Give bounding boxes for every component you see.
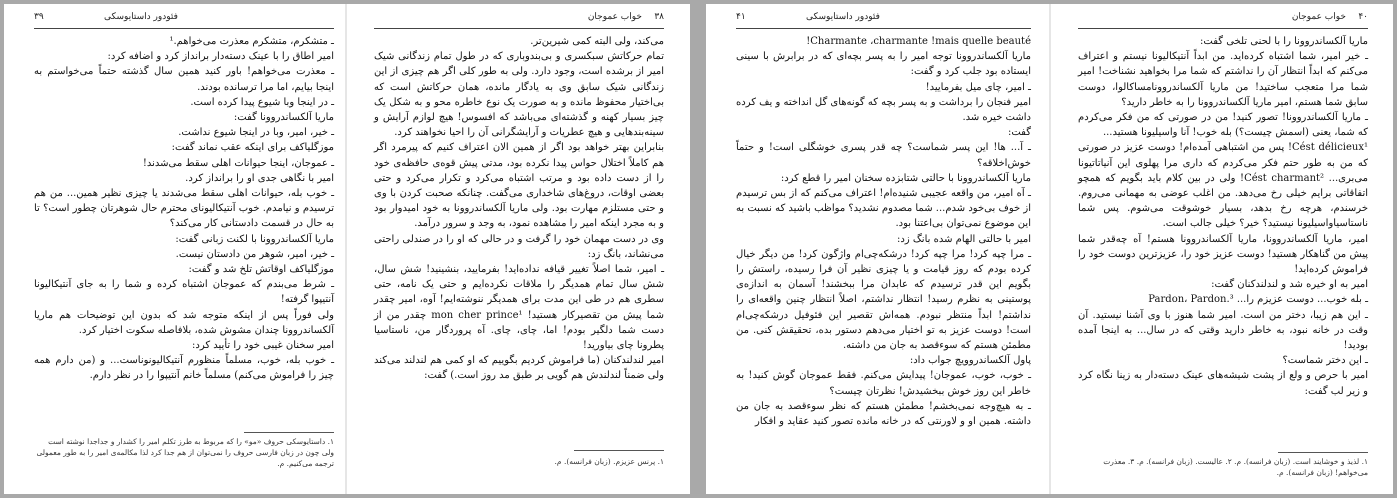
page-header xyxy=(34,12,334,26)
footnote-rule xyxy=(244,432,334,433)
page-text-column xyxy=(1078,34,1368,399)
page-text-column xyxy=(374,34,664,384)
paragraph: ـ این هم زیبا، دختر من است. امیر شما هنوز با وی آشنا نیستید. آن وقت در خانه نبود، به خاطر دارید وقتی که در سال... به اینجا آمده بودید! xyxy=(1078,309,1368,352)
paragraph: امیر با حالتی الهام شده بانگ زد: xyxy=(897,233,1031,245)
page-header xyxy=(374,12,664,26)
paragraph: ـ خیر، امیر، شوهر من دادستان نیست. xyxy=(175,248,334,260)
paragraph: ـ خیر امیر، شما اشتباه کرده‌اید. من ابداً آنتیکالیونا نیستم و اعتراف می‌کنم که ابداً انتظار آن را نداشتم که شما مرا بخواهید نشناخت! امیر شما مرا متعجب ساختید! من ماریا آلکساندروونامساکالوا، دوست سابق شما هستم، امیر ماریا آلکساندروونا را به خاطر دارید؟ xyxy=(1078,51,1368,108)
paragraph: موزگلیاکف اوقاتش تلخ شد و گفت: xyxy=(188,264,334,276)
spread-gutter xyxy=(1049,4,1051,494)
page-header-number: ۴۱ xyxy=(736,12,746,22)
paragraph: امیر به او خیره شد و لندلندکنان گفت: xyxy=(1211,279,1368,291)
footnote: ۱. پرنس عزیزم. (زبان فرانسه). م. xyxy=(554,457,664,466)
paragraph: ـ امیر، چای میل بفرمایید! xyxy=(925,81,1031,93)
page-header xyxy=(736,12,1031,26)
spread-gutter xyxy=(345,4,347,494)
paragraph: ـ خوب، خوب، عموجان! پیدایش می‌کنم. فقط عموجان گوش کنید! به خاطر این روز خوش ببخشیدش! نظرتان چیست؟ xyxy=(736,370,1031,397)
page-text-column xyxy=(736,34,1031,429)
paragraph: ـ خوب بله، خوب، مسلماً منظورم آنتیکالیونوناست... و (من دارم همه چیز را فراموش می‌کنم) مسلماً خانم آنتیپوا را در نظر دارم. xyxy=(34,355,334,382)
paragraph: امیر اطاق را با عینک دسته‌دار برانداز کرد و اضافه کرد: xyxy=(107,51,334,63)
paragraph: می‌کند، ولی البته کمی شیرین‌تر. xyxy=(530,36,664,47)
paragraph: ـ متشکرم، متشکرم معذرت می‌خواهم.¹ xyxy=(169,36,334,47)
page-text-column xyxy=(34,34,334,384)
paragraph: Charmante ،charmante !mais quelle beauté! xyxy=(806,36,1031,47)
footnote: ۱. داستایوسکی حروف «مو» را که مربوط به طرز تکلم امیر را کشدار و جداجدا نوشته است ولی چون در زبان فارسی حروف را نمی‌توان از هم جدا کرد لذا مکالمه‌ی امیر را به طور معمولی ترجمه می‌کنیم. م. xyxy=(36,437,334,468)
page-header-title: خواب عموجان xyxy=(587,12,642,22)
paragraph: ماریا آلکساندروونا توجه امیر را به پسر بچه‌ای که در برابرش با سینی ایستاده بود جلب کرد و گفت: xyxy=(736,51,1031,78)
page-header-number: ۳۹ xyxy=(34,12,44,22)
page-header-number: ۳۸ xyxy=(654,12,664,22)
paragraph: امیر فنجان را برداشت و به پسر بچه که گونه‌های گل انداخته و یف کرده داشت خیره شد. xyxy=(736,96,1031,124)
paragraph: ـ به هیچ‌وجه نمی‌بخشم! مطمئن هستم که نظر سوءقصد به جان من داشته. همین او و لاورنتی که در خانه مانده تصور کنید عقاید و افکار xyxy=(736,400,1031,428)
header-rule xyxy=(1078,28,1368,29)
page-header-title: فئودور داستایوسکی xyxy=(104,12,178,22)
paragraph: بنابراین بهتر خواهد بود اگر از همین الان اعتراف کنیم که پیرمرد اگر هم کاملاً اختلال حواس پیدا نکرده بود، مدتی پیش قوه‌ی حافظه‌ی خود را از دست داده بود و مرتب اشتباه می‌کرد و تکرار می‌کرد و حتی بعضی اوقات، دروغ‌های شاخداری می‌گفت. چنانکه صحبت کردن با وی و حتی مستلزم مهارت بود. ولی ماریا آلکساندروونا به خود امیدوار بود و به مجرد اینکه امیر را مشاهده نمود، به وجد و سرور درآمد. xyxy=(374,142,664,230)
paragraph: ـ این دختر شماست؟ xyxy=(1282,355,1368,367)
page-header-number: ۴۰ xyxy=(1358,12,1368,22)
book-spread-right xyxy=(706,4,1393,494)
paragraph: امیر با نگاهی جدی او را برانداز کرد. xyxy=(185,172,334,184)
paragraph: ـ در اینجا وبا شیوع پیدا کرده است. xyxy=(190,96,334,108)
page-header-title: خواب عموجان xyxy=(1291,12,1346,22)
paragraph: ـ ماریا آلکساندروونا! تصور کنید! من در صورتی که من فکر می‌کردم که شما، یعنی (اسمش چیست؟) بله خوب! آنا واسیلیونا هستید... xyxy=(1078,112,1368,139)
page-header xyxy=(1078,12,1368,26)
paragraph: پاول آلکساندروویچ جواب داد: xyxy=(909,355,1031,367)
header-rule xyxy=(34,28,334,29)
footnote-rule xyxy=(574,450,664,451)
paragraph: ـ شرط می‌بندم که عموجان اشتباه کرده و شما را به جای آنتیکالیونا آنتیپوا گرفته! xyxy=(34,279,334,306)
paragraph: ـ آ... ها! این پسر شماست؟ چه قدر پسری خوشگلی است! و حتماً خوش‌اخلاقه؟ xyxy=(736,142,1031,169)
paragraph: ماریا آلکساندروونا گفت: xyxy=(233,112,334,124)
paragraph: موزگلیاکف برای اینکه عقب نماند گفت: xyxy=(171,142,334,154)
paragraph: ـ آه امیر، من واقعه عجیبی شنیده‌ام! اعتراف می‌کنم که از بس ترسیدم از خوف بی‌خود شدم... شما مصدوم نشدید؟ مواظب باشید که نسبت به این موضوع نمی‌توان بی‌اعتنا بود. xyxy=(736,188,1031,230)
paragraph: Cést délicieux¹! پس من اشتباهی آمده‌ام! دوست عزیز در صورتی که من به طور حتم فکر می‌کردم که داری مرا پهلوی این آنیاتاتیونا می‌بری... Cést charmant²! ولی در بین کلام باید بگویم که همچو اتفاقاتی برایم خیلی رخ می‌دهد. من اغلب عوضی به مهمانی می‌روم. خرسندم، هرچه رخ بدهد، بسیار خوشوقت می‌شوم. پس شما ناستاسیاواسیلیونا نیستید؟ خیر؟ خیلی جالب است. xyxy=(1078,142,1369,230)
paragraph: امیر سخنان غیبی خود را تأیید کرد: xyxy=(192,340,334,352)
header-rule xyxy=(736,28,1031,29)
paragraph: ـ خیر، امیر، وبا در اینجا شیوع نداشت. xyxy=(178,127,334,139)
paragraph: ـ مرا چپه کرد! مرا چپه کرد! درشکه‌چی‌ام واژگون کرد! من دیگر خیال کرده بودم که روز قیامت و یا چیزی نظیر آن فرا رسیده، راستش را بگویم این قدر ترسیدم که عابدان مرا ببخشند! آسمان به اندازه‌ی پوستینی به نظرم رسید! انتظار نداشتم، اصلاً انتظار چنین واقعه‌ای را نداشتم! ابداً منتظر نبودم. همه‌اش تقصیر این فئوفیل درشکه‌چی‌ام است! دوست عزیز به تو اختیار می‌دهم دستور بده، تحقیقش کنی. من مطمئن هستم که سوءقصد به جان من داشته. xyxy=(736,248,1031,352)
paragraph: ـ بله خوب... دوست عزیزم را... Pardon، Pardon.³ xyxy=(1148,294,1368,306)
header-rule xyxy=(374,28,664,29)
paragraph: ماریا آلکساندروونا با لکنت زبانی گفت: xyxy=(175,233,334,245)
paragraph: تمام حرکاتش سبکسری و بی‌بندوباری که در طول تمام زندگانی شیک امیر از برشده است، وجود دارد. ولی به طور کلی اگر هم چیزی از این زندگانی شیک سابق وی به یادگار مانده، همان حرکاتش است که بی‌اختیار محفوظ مانده و به صورت یک نوع خاطره محو و به شکل یک چیز بسیار کهنه و گذشته‌ای می‌باشد که افسوس! هیچ لوازم آرایش و سینه‌بندهایی و هیچ عطریات و آرایشگرانی آن را احیا نخواهند کرد. xyxy=(374,51,664,139)
paragraph: ـ امیر، شما اصلاً تغییر قیافه نداده‌اید! بفرمایید، بنشینید! شش سال، شش سال تمام همدیگر را ملاقات نکرده‌ایم و حتی یک نامه، حتی سطری هم در طی این مدت برای همدیگر ننوشته‌ایم! آوه، امیر چقدر شما پیش من تقصیرکار هستید! mon cher prince¹ چقدر من از دست شما دلگیر بودم! اما، چای، چای. آه پروردگار من، ناستاسیا پطرونا چای بیاورید! xyxy=(374,264,664,352)
paragraph: ـ خوب بله، حیوانات اهلی سقط می‌شدند یا چیزی نظیر همین... من هم ترسیدم و نیامدم. خوب آنتیکالیونای محترم حال شوهرتان چطور است؟ تا به حال در قسمت دادستانی کار می‌کند؟ xyxy=(34,188,334,230)
paragraph: ـ معذرت می‌خواهم! باور کنید همین سال گذشته حتماً می‌خواستم به اینجا بیایم، اما مرا ترسانده بودند. xyxy=(34,66,334,93)
page-header-title: فئودور داستایوسکی xyxy=(806,12,880,22)
paragraph: ـ عموجان، اینجا حیوانات اهلی سقط می‌شدند! xyxy=(142,157,334,169)
paragraph: ماریا آلکساندروونا با حالتی شتابزده سخنان امیر را قطع کرد: xyxy=(780,172,1031,184)
footnote-rule xyxy=(1278,452,1368,453)
paragraph: وی در دست مهمان خود را گرفت و در حالی که او را در صندلی راحتی می‌نشاند، بانگ زد: xyxy=(374,233,664,260)
book-spread-left xyxy=(4,4,690,494)
paragraph: امیر با حرص و ولع از پشت شیشه‌های عینک دسته‌دار به زینا نگاه کرد و زیر لب گفت: xyxy=(1078,370,1368,397)
footnote: ۱. لذیذ و خوشایند است. (زبان فرانسه). م. ۲. عالیست. (زبان فرانسه). م. ۳. معذرت می‌خواهم! (زبان فرانسه). م. xyxy=(1103,457,1368,477)
paragraph: امیر، ماریا آلکساندروونا، ماریا آلکساندروونا هستم! آه چه‌قدر شما پیش من گناهکار هستید! دوست عزیز خود را، عزیزترین دوست خود را فراموش کرده‌اید! xyxy=(1078,233,1368,276)
paragraph: ولی فوراً پس از اینکه متوجه شد که بدون این توضیحات هم ماریا آلکساندروونا چندان مشوش شده، بلافاصله سکوت اختیار کرد. xyxy=(34,309,334,336)
paragraph: گفت: xyxy=(1007,127,1031,139)
paragraph: ماریا آلکساندروونا را با لحنی تلخی گفت: xyxy=(1200,36,1368,47)
paragraph: امیر لندلندکنان (ما فراموش کردیم بگوییم که او کمی هم لندلند می‌کند ولی ضمناً لندلندش هم گویی بر طبق مد روز است.) گفت: xyxy=(374,355,664,382)
